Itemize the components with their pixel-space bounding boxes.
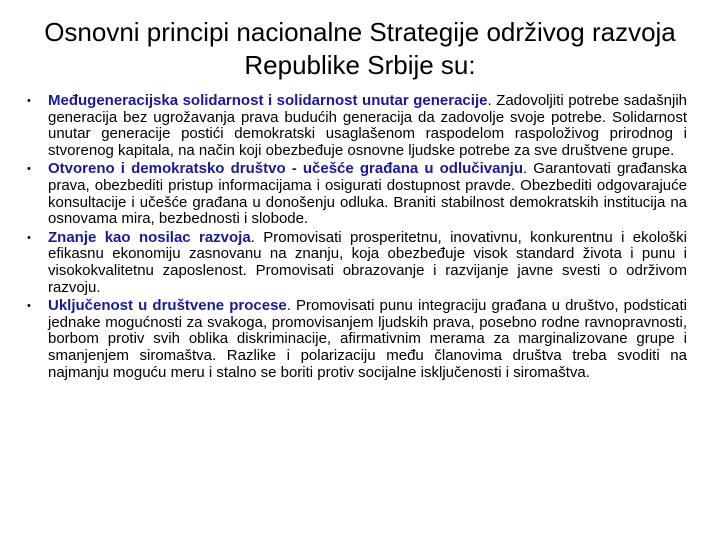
bullet-icon: • bbox=[27, 231, 31, 244]
slide-title: Osnovni principi nacionalne Strategije održivog razvoja Republike Srbije su: bbox=[44, 17, 676, 80]
bullet-icon: • bbox=[27, 163, 31, 176]
bullet-icon: • bbox=[27, 95, 31, 107]
bullet-text: . Zadovoljiti potrebe sadašnjih generacija bez ugrožavanja prava budućih generacija da zadovolje svoje potrebe. Solidarnost unutar generacije postići demokratski usaglašenom raspodelom raspoloživog prirodnog i stvorenog kapitala, na način koji obezbeđuje osnovne ljudske potrebe za sve društvene grupe. bbox=[48, 92, 687, 159]
bullet-text: . Garantovati građanska prava, obezbediti pristup informacijama i osigurati dostupnost pravde. Obezbediti odgovarajuće konsultacije i učešće građana u donošenju odluka. Braniti stabilnost demokratskih institucija na osnovama mira, bezbednosti i slobode. bbox=[48, 160, 688, 228]
bullet-heading: Otvoreno i demokratsko društvo - učešće građana u odlučivanju bbox=[48, 160, 523, 178]
bullet-item-open-democratic-society bbox=[27, 161, 687, 227]
bullet-item-knowledge bbox=[27, 230, 687, 296]
bullet-icon: • bbox=[27, 300, 31, 313]
bullet-list bbox=[27, 93, 687, 383]
bullet-heading: Znanje kao nosilac razvoja bbox=[48, 228, 251, 246]
bullet-item-social-inclusion bbox=[27, 298, 687, 381]
bullet-heading: Međugeneracijska solidarnost i solidarnost unutar generacije bbox=[48, 92, 488, 109]
bullet-heading: Uključenost u društvene procese bbox=[48, 297, 287, 315]
bullet-item-intergenerational-solidarity bbox=[27, 93, 687, 159]
bullet-text: . Promovisati prosperitetnu, inovativnu, konkurentnu i ekološki efikasnu ekonomiju zasnovanu na znanju, koja obezbeđuje visok standard života i punu i visokokvalitetnu zaposlenost. Promovisati obrazovanje i razvijanje javne svesti o održivom razvoju. bbox=[48, 228, 687, 296]
bullet-text: . Promovisati punu integraciju građana u društvo, podsticati jednake mogućnosti za svakoga, promovisanjem ljudskih prava, posebno rodne ravnopravnosti, borbom protiv svih oblika diskriminacije, afirmativnim merama za marginalizovane grupe i smanjenjem siromaštva. Razlike i polarizaciju među članovima društva treba svoditi na najmanju moguću meru i stalno se boriti protiv socijalne isključenosti i siromaštva. bbox=[48, 297, 687, 381]
